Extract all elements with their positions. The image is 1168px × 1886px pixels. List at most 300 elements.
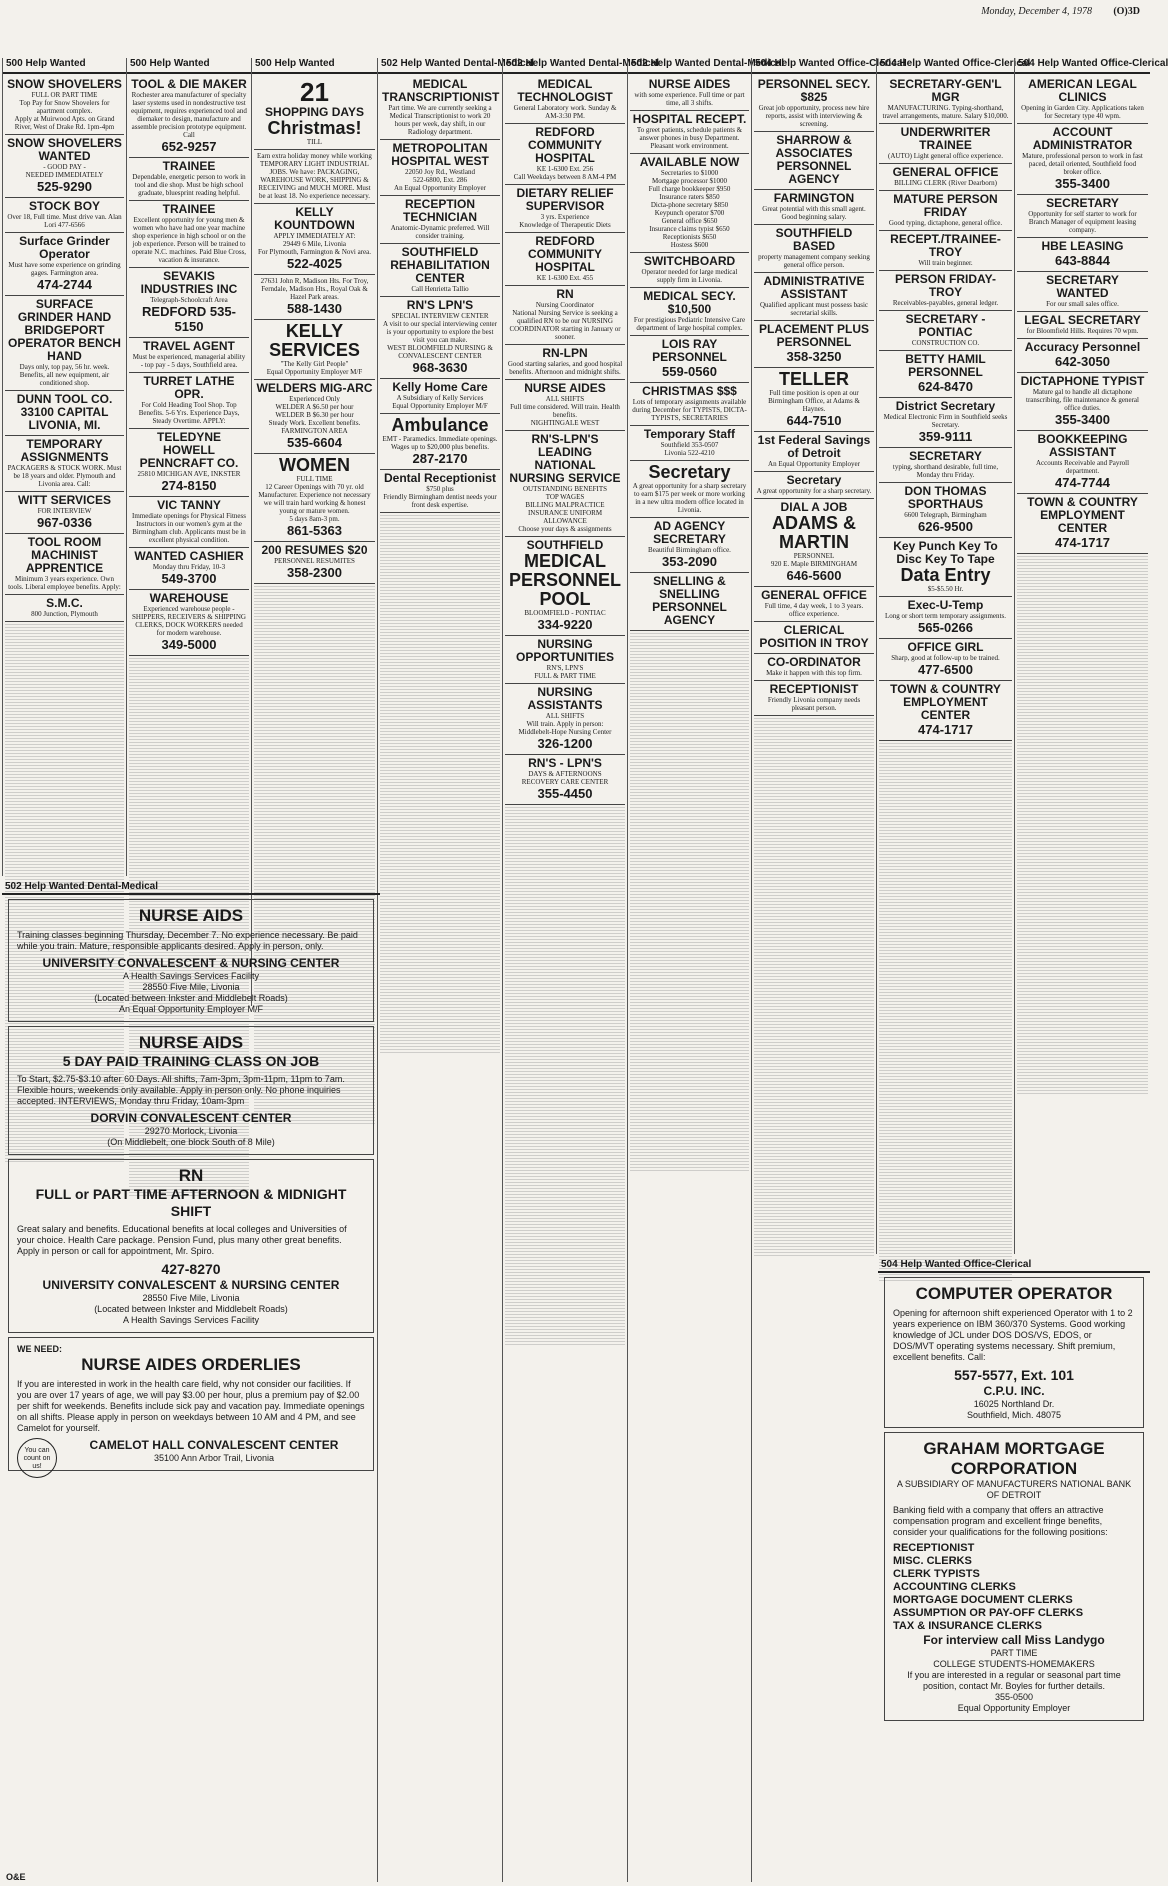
fine-print-filler	[1017, 565, 1148, 572]
classified-ad	[1017, 76, 1148, 124]
fine-print-filler	[1017, 700, 1148, 707]
ad-body: Opening for afternoon shift experienced Operator with 1 to 2 years experience on IBM 360/370 Systems. Good working knowledge of JCL under DOS DOS/VS, EDOS, or DOS/MVT operating systems necessary. Shift premium, excellent benefits. Call:	[893, 1308, 1133, 1362]
ad-headline: AVAILABLE NOW	[639, 155, 740, 169]
ad-text: ALL SHIFTS	[545, 395, 585, 403]
ad-headline: SEVAKIS INDUSTRIES INC	[140, 269, 238, 296]
fine-print-filler	[129, 667, 249, 674]
column-ads	[380, 76, 500, 1882]
fine-print-filler	[1017, 754, 1148, 761]
ad-headline: TEMPORARY ASSIGNMENTS	[20, 437, 109, 464]
fine-print-filler	[879, 1112, 1012, 1119]
fine-print-filler	[254, 775, 375, 782]
fine-print-filler	[1017, 1087, 1148, 1094]
fine-print-filler	[879, 977, 1012, 984]
ad-phone-number: 559-0560	[662, 364, 717, 379]
fine-print-filler	[630, 921, 749, 928]
ad-headline: Exec-U-Temp	[907, 598, 984, 612]
fine-print-filler	[380, 614, 500, 621]
classified-ad	[879, 681, 1012, 741]
fine-print-filler	[1017, 709, 1148, 716]
fine-print-filler	[630, 687, 749, 694]
fine-print-filler	[505, 897, 625, 904]
classified-ad	[630, 461, 749, 518]
ad-headline: RN'S - LPN'S	[528, 756, 602, 770]
fine-print-filler	[630, 1020, 749, 1027]
fine-print-filler	[505, 1329, 625, 1336]
classified-ad	[1017, 339, 1148, 373]
ad-text: FARMINGTON AREA	[281, 427, 348, 435]
fine-print-filler	[754, 952, 874, 959]
wide-section-right	[878, 1258, 1150, 1878]
fine-print-filler	[5, 831, 124, 838]
ad-contact-line: Equal Opportunity Employer	[957, 1703, 1071, 1713]
column-heading: 500 Help Wanted	[127, 58, 251, 74]
ad-display-headline: Ambulance	[391, 415, 489, 435]
ad-headline: AMERICAN LEGAL CLINICS	[1028, 77, 1137, 104]
fine-print-filler	[380, 650, 500, 657]
ad-subtitle: A SUBSIDIARY OF MANUFACTURERS NATIONAL BANK OF DETROIT	[896, 1479, 1132, 1500]
fine-print-filler	[1017, 853, 1148, 860]
fine-print-filler	[879, 1013, 1012, 1020]
fine-print-filler	[505, 933, 625, 940]
ad-subheading: FULL or PART TIME AFTERNOON & MIDNIGHT SHIFT	[35, 1186, 347, 1219]
fine-print-filler	[630, 1038, 749, 1045]
fine-print-filler	[754, 754, 874, 761]
ad-headline: TOOL ROOM MACHINIST APPRENTICE	[25, 535, 104, 575]
fine-print-filler	[254, 811, 375, 818]
fine-print-filler	[380, 947, 500, 954]
fine-print-filler	[254, 793, 375, 800]
column-ads	[1017, 76, 1148, 1254]
ad-headline: MEDICAL TRANSCRIPTIONIST	[382, 77, 500, 104]
ad-headline: Accuracy Personnel	[1024, 340, 1141, 354]
fine-print-filler	[879, 770, 1012, 777]
fine-print-filler	[380, 713, 500, 720]
fine-print-filler	[380, 623, 500, 630]
ad-headline: Temporary Staff	[643, 427, 736, 441]
ad-text: with some experience. Full time or part time, all 3 shifts.	[634, 91, 745, 107]
fine-print-filler	[754, 808, 874, 815]
fine-print-filler	[754, 925, 874, 932]
classified-ad	[254, 454, 375, 542]
fine-print-filler	[505, 1221, 625, 1228]
ad-text: Must be experienced, managerial ability - top pay - 5 days, Southfield area.	[132, 353, 246, 369]
ad-phone-number: 588-1430	[287, 301, 342, 316]
classified-ad	[630, 426, 749, 461]
fine-print-filler	[505, 852, 625, 859]
fine-print-filler	[754, 1042, 874, 1049]
classified-ad	[754, 654, 874, 681]
ad-contact-line: UNIVERSITY CONVALESCENT & NURSING CENTER	[42, 1278, 340, 1292]
ad-text: property management company seeking general office person.	[758, 253, 870, 269]
fine-print-filler	[505, 1014, 625, 1021]
column-ads	[129, 76, 249, 876]
fine-print-filler	[380, 605, 500, 612]
fine-print-filler	[1017, 970, 1148, 977]
fine-print-filler	[754, 1123, 874, 1130]
ad-phone-number: 474-1717	[918, 722, 973, 737]
fine-print-filler	[129, 703, 249, 710]
classified-ad	[254, 275, 375, 320]
classified-ad	[754, 432, 874, 472]
fine-print-filler	[505, 816, 625, 823]
classified-column	[2, 58, 126, 876]
fine-print-filler	[879, 1040, 1012, 1047]
fine-print-filler	[879, 1094, 1012, 1101]
fine-print-filler	[129, 838, 249, 845]
ad-text: TILL	[306, 138, 323, 146]
fine-print-filler	[879, 1148, 1012, 1155]
fine-print-filler	[505, 1131, 625, 1138]
ad-headline: OFFICE GIRL	[907, 640, 984, 654]
fine-print-filler	[1017, 601, 1148, 608]
fine-print-filler	[5, 669, 124, 676]
ad-text: Accounts Receivable and Payroll department.	[1035, 459, 1130, 475]
wide-left-ads	[2, 899, 380, 1471]
ad-text: 920 E. Maple BIRMINGHAM	[770, 560, 858, 568]
ad-headline: GENERAL OFFICE	[892, 165, 999, 179]
fine-print-filler	[754, 961, 874, 968]
ad-text: General office $650	[661, 217, 718, 225]
fine-print-filler	[754, 1231, 874, 1238]
ad-title: COMPUTER OPERATOR	[915, 1284, 1113, 1303]
fine-print-filler	[754, 1078, 874, 1085]
classified-ad	[630, 253, 749, 288]
ad-contact-line: 28550 Five Mile, Livonia	[142, 1293, 240, 1303]
ad-text: Choose your days & assignments	[518, 525, 612, 533]
ad-headline: WANTED CASHIER	[134, 549, 244, 563]
classified-ad	[754, 225, 874, 273]
fine-print-filler	[879, 1139, 1012, 1146]
fine-print-filler	[879, 896, 1012, 903]
classified-column	[627, 58, 784, 1882]
fine-print-filler	[754, 1150, 874, 1157]
fine-print-filler	[879, 941, 1012, 948]
ad-display-headline: Christmas!	[267, 118, 362, 138]
fine-print-filler	[380, 677, 500, 684]
classified-ad	[1017, 195, 1148, 238]
ad-text: $5-$5.50 Hr.	[927, 585, 964, 593]
ad-title: RN	[178, 1166, 204, 1185]
fine-print-filler	[754, 1195, 874, 1202]
display-ad	[8, 1337, 374, 1471]
fine-print-filler	[380, 785, 500, 792]
ad-text: Excellent opportunity for young men & women who have had one year machine shop experience in high school or on the job experience. Person will be trained to operate N.C. machines. Paid Blue Cross, vacation & insurance.	[131, 216, 247, 264]
classified-ad	[5, 492, 124, 534]
ad-phone-number: 643-8844	[1055, 253, 1110, 268]
fine-print-filler	[505, 807, 625, 814]
ad-text: Opportunity for self starter to work for Branch Manager of equipment leasing company.	[1028, 210, 1137, 234]
fine-print-filler	[630, 1074, 749, 1081]
ad-body: To Start, $2.75-$3.10 after 60 Days. All shifts, 7am-3pm, 3pm-11pm, 11pm to 7am. Flexible hours, weekends only available. Apply in person only. No phone inquiries accepted. INTERVIEWS, Monday thru Friday, 10am-3pm	[17, 1074, 345, 1106]
ad-headline: SNOW SHOVELERS	[7, 77, 122, 91]
ad-text: Mortgage processor $1000	[651, 177, 728, 185]
fine-print-filler	[754, 1222, 874, 1229]
fine-print-filler	[754, 1159, 874, 1166]
column-heading: 504 Help Wanted Office-Clerical	[877, 58, 1014, 74]
fine-print-filler	[1017, 1015, 1148, 1022]
ad-headline: GENERAL OFFICE	[761, 588, 867, 602]
ad-text: WELDER A $6.50 per hour	[275, 403, 354, 411]
fine-print-filler	[630, 939, 749, 946]
fine-print-filler	[754, 988, 874, 995]
fine-print-filler	[129, 658, 249, 665]
ad-display-headline: Data Entry	[900, 565, 991, 585]
fine-print-filler	[630, 912, 749, 919]
fine-print-filler	[879, 1229, 1012, 1236]
ad-phone-number: 642-3050	[1055, 354, 1110, 369]
ad-display-headline: ADAMS & MARTIN	[772, 513, 856, 552]
ad-text: Will train. Apply in person:	[526, 720, 604, 728]
fine-print-filler	[879, 950, 1012, 957]
ad-headline: SWITCHBOARD	[643, 254, 736, 268]
fine-print-filler	[254, 631, 375, 638]
camelot-logo: You can count on us!	[17, 1438, 57, 1478]
ad-text: Over 18, Full time. Must drive van. Alan Lori 477-6566	[7, 213, 122, 229]
fine-print-filler	[505, 1041, 625, 1048]
fine-print-filler	[630, 903, 749, 910]
classified-ad	[879, 271, 1012, 311]
folio-page-number: (O)3D	[1113, 6, 1140, 17]
classified-ad	[254, 76, 375, 150]
ad-headline: SOUTHFIELD	[526, 538, 604, 552]
ad-text: Monday thru Friday, 10-3	[152, 563, 226, 571]
fine-print-filler	[879, 851, 1012, 858]
fine-print-filler	[254, 865, 375, 872]
ad-headline: WELDERS MIG-ARC	[256, 381, 373, 395]
ad-title: GRAHAM MORTGAGE CORPORATION	[923, 1439, 1105, 1478]
fine-print-filler	[754, 1141, 874, 1148]
position-list-item: ASSUMPTION OR PAY-OFF CLERKS	[893, 1607, 1084, 1619]
ad-headline: NURSE AIDES	[648, 77, 731, 91]
ad-headline: Secretary	[786, 473, 842, 487]
ad-phone-number: 474-2744	[37, 277, 92, 292]
fine-print-filler	[254, 586, 375, 593]
fine-print-filler	[380, 866, 500, 873]
fine-print-filler	[754, 745, 874, 752]
fine-print-filler	[505, 1158, 625, 1165]
ad-text: 5 days 8am-3 pm.	[289, 515, 340, 523]
ad-headline: SECRETARY	[909, 449, 982, 463]
fine-print-filler	[254, 685, 375, 692]
classified-ad	[1017, 312, 1148, 339]
ad-headline: TRAINEE	[162, 202, 216, 216]
ad-prefix: WE NEED:	[17, 1344, 62, 1354]
ad-display-headline: KELLY SERVICES	[269, 321, 360, 360]
fine-print-filler	[630, 1110, 749, 1117]
classified-ad	[129, 548, 249, 590]
fine-print-filler	[1017, 979, 1148, 986]
fine-print-filler	[380, 902, 500, 909]
classified-ad	[879, 164, 1012, 191]
ad-headline: RN'S-LPN'S LEADING NATIONAL NURSING SERVICE	[509, 432, 621, 485]
ad-text: WELDER B $6.30 per hour	[275, 411, 354, 419]
fine-print-filler	[1017, 637, 1148, 644]
fine-print-filler	[1017, 718, 1148, 725]
fine-print-filler	[254, 613, 375, 620]
fine-print-filler	[754, 880, 874, 887]
fine-print-filler	[254, 667, 375, 674]
ad-text: Make it happen with this top firm.	[766, 669, 862, 677]
fine-print-filler	[380, 551, 500, 558]
ad-text: Opening in Garden City. Applications taken for Secretary type 40 wpm.	[1021, 104, 1144, 120]
column-ads	[879, 76, 1012, 1254]
fine-print-filler	[254, 757, 375, 764]
classified-ad	[505, 185, 625, 233]
classified-ad	[505, 431, 625, 537]
fine-print-filler	[879, 869, 1012, 876]
ad-text: Insurance raters $850	[659, 193, 720, 201]
classified-column	[876, 58, 1031, 1254]
fine-print-filler	[630, 840, 749, 847]
classified-ad	[129, 429, 249, 497]
fine-print-filler	[505, 1086, 625, 1093]
ad-phone-number: 358-3250	[786, 349, 842, 364]
fine-print-filler	[754, 1033, 874, 1040]
fine-print-filler	[254, 784, 375, 791]
ad-title: NURSE AIDS	[138, 906, 244, 925]
fine-print-filler	[505, 1194, 625, 1201]
fine-print-filler	[879, 1175, 1012, 1182]
fine-print-filler	[1017, 1051, 1148, 1058]
fine-print-filler	[5, 642, 124, 649]
fine-print-filler	[380, 587, 500, 594]
classified-ad	[1017, 238, 1148, 272]
fine-print-filler	[1017, 799, 1148, 806]
fine-print-filler	[630, 1164, 749, 1171]
fine-print-filler	[380, 1010, 500, 1017]
ad-headline: TRAVEL AGENT	[143, 339, 235, 353]
ad-text: Minimum 3 years experience. Own tools. Liberal employee benefits. Apply:	[8, 575, 121, 591]
fine-print-filler	[505, 969, 625, 976]
fine-print-filler	[879, 833, 1012, 840]
fine-print-filler	[630, 1137, 749, 1144]
fine-print-filler	[505, 1311, 625, 1318]
ad-headline: TOWN & COUNTRY EMPLOYMENT CENTER	[890, 682, 1001, 722]
fine-print-filler	[380, 794, 500, 801]
ad-text: "The Kelly Girl People"	[280, 360, 349, 368]
fine-print-filler	[754, 970, 874, 977]
fine-print-filler	[505, 1122, 625, 1129]
column-ads	[505, 76, 625, 1882]
ad-text: Full time, 4 day week, 1 to 3 years. office experience.	[764, 602, 864, 618]
ad-headline: SOUTHFIELD REHABILITATION CENTER	[390, 245, 490, 285]
fine-print-filler	[1017, 736, 1148, 743]
fine-print-filler	[505, 1275, 625, 1282]
ad-text: Mature, professional person to work in fast paced, detail oriented, Southfield food broker office.	[1022, 152, 1143, 176]
fine-print-filler	[879, 959, 1012, 966]
fine-print-filler	[5, 759, 124, 766]
fine-print-filler	[254, 802, 375, 809]
ad-big-number: 21	[300, 77, 329, 107]
fine-print-filler	[754, 898, 874, 905]
fine-print-filler	[380, 524, 500, 531]
ad-display-headline: Secretary	[648, 462, 731, 482]
fine-print-filler	[1017, 745, 1148, 752]
ad-text: Rochester area manufacturer of specialty laser systems used in nondestructive test equipment, requires experienced tool and diemaker to design, manufacture and assemble precision prototype equipment. Call	[131, 91, 247, 139]
fine-print-filler	[630, 786, 749, 793]
ad-text: APPLY IMMEDIATELY AT:	[273, 232, 356, 240]
fine-print-filler	[1017, 988, 1148, 995]
ad-contact-line: 28550 Five Mile, Livonia	[142, 982, 240, 992]
fine-print-filler	[505, 1239, 625, 1246]
ad-text: 27631 John R, Madison Hts. For Troy, Ferndale, Madison Hts., Royal Oak & Hazel Park areas.	[260, 277, 369, 301]
fine-print-filler	[380, 1028, 500, 1035]
fine-print-filler	[1017, 655, 1148, 662]
ad-phone-number: 565-0266	[918, 620, 973, 635]
fine-print-filler	[380, 884, 500, 891]
ad-text: Middlebelt-Hope Nursing Center	[518, 728, 612, 736]
ad-text: NIGHTINGALE WEST	[530, 419, 600, 427]
fine-print-filler	[630, 1119, 749, 1126]
ad-text: To greet patients, schedule patients & answer phones in busy Department. Pleasant work environment.	[636, 126, 743, 150]
ad-text: 6600 Telegraph, Birmingham	[904, 511, 987, 519]
ad-headline: DIETARY RELIEF SUPERVISOR	[516, 186, 614, 213]
fine-print-filler	[380, 722, 500, 729]
fine-print-filler	[5, 840, 124, 847]
ad-phone-number: 557-5577, Ext. 101	[954, 1367, 1074, 1383]
ad-contact-line: C.P.U. INC.	[983, 1384, 1045, 1398]
classified-column	[502, 58, 659, 1882]
classified-ad	[5, 135, 124, 198]
fine-print-filler	[754, 1186, 874, 1193]
fine-print-filler	[5, 705, 124, 712]
ad-headline: SECRETARY WANTED	[1046, 273, 1119, 300]
ad-phone-number: REDFORD 535-5150	[142, 304, 236, 334]
ad-headline: NURSING ASSISTANTS	[527, 685, 603, 712]
fine-print-filler	[129, 802, 249, 809]
fine-print-filler	[879, 1004, 1012, 1011]
fine-print-filler	[505, 1149, 625, 1156]
fine-print-filler	[505, 1032, 625, 1039]
fine-print-filler	[505, 843, 625, 850]
fine-print-filler	[879, 878, 1012, 885]
classified-ad	[1017, 124, 1148, 195]
ad-phone-number: 477-6500	[918, 662, 973, 677]
classified-ad	[380, 196, 500, 244]
fine-print-filler	[879, 1058, 1012, 1065]
fine-print-filler	[505, 951, 625, 958]
fine-print-filler	[630, 633, 749, 640]
fine-print-filler	[754, 799, 874, 806]
ad-headline: VIC TANNY	[157, 498, 221, 512]
fine-print-filler	[129, 676, 249, 683]
fine-print-filler	[5, 723, 124, 730]
fine-print-filler	[1017, 1033, 1148, 1040]
classified-ad	[879, 231, 1012, 271]
fine-print-filler	[254, 739, 375, 746]
fine-print-filler	[129, 712, 249, 719]
fine-print-filler	[380, 596, 500, 603]
column-ads	[254, 76, 375, 1006]
fine-print-filler	[1017, 898, 1148, 905]
classified-ad	[879, 597, 1012, 639]
classified-ad	[505, 636, 625, 684]
fine-print-filler	[505, 1302, 625, 1309]
classified-ad	[754, 681, 874, 716]
ad-text: For prestigious Pediatric Intensive Care department of large hospital complex.	[633, 316, 746, 332]
fine-print-filler	[5, 777, 124, 784]
fine-print-filler	[879, 905, 1012, 912]
fine-print-filler	[630, 705, 749, 712]
fine-print-filler	[1017, 817, 1148, 824]
fine-print-filler	[505, 870, 625, 877]
fine-print-filler	[879, 1202, 1012, 1209]
fine-print-filler	[630, 876, 749, 883]
fine-print-filler	[254, 658, 375, 665]
fine-print-filler	[1017, 916, 1148, 923]
classified-ad	[754, 76, 874, 132]
